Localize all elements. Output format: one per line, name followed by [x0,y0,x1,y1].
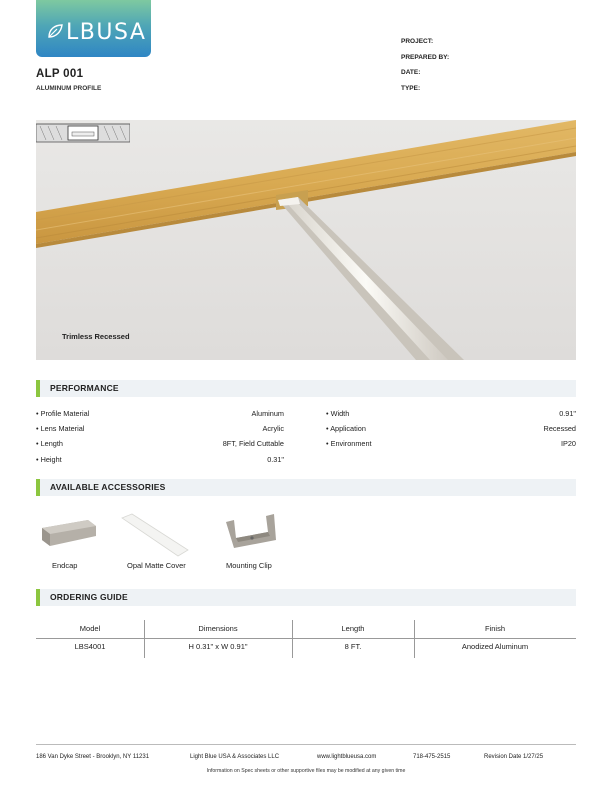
brand-logo [36,0,151,57]
spec-label-text: Height [40,455,62,464]
section-performance [36,380,576,397]
table-header-length: Length [341,624,365,633]
footer-company: Light Blue USA & Associates LLC [190,754,280,760]
footer-disclaimer: Information on Spec sheets or other supportive files may be modified at any given time [206,768,406,774]
table-header-rule [36,638,576,639]
endcap-icon [38,512,98,552]
spec-label-text: Profile Material [40,409,90,418]
spec-label-text: Environment [330,439,372,448]
spec-label [36,455,62,464]
trimless-recessed-diagram [36,120,130,146]
cover-icon [120,512,190,558]
meta-date: DATE: [401,69,421,76]
table-cell-model: LBS4001 [74,642,106,651]
spec-value: 0.31" [267,455,284,464]
bullet-icon: • [326,409,331,418]
spec-value: 8FT, Field Cuttable [222,439,284,448]
section-accent-bar [36,380,40,397]
leaf-logo-icon [46,22,64,40]
section-accent-bar [36,479,40,496]
footer-phone: 718-475-2515 [413,754,451,760]
meta-prepared-by: PREPARED BY: [401,54,450,61]
table-cell-dimensions: H 0.31" x W 0.91" [188,642,248,651]
meta-project: PROJECT: [401,38,434,45]
table-header-model: Model [79,624,101,633]
section-title: AVAILABLE ACCESSORIES [50,482,166,492]
table-cell-length: 8 FT. [344,642,362,651]
accessory-label-cover: Opal Matte Cover [127,561,186,570]
product-title: ALP 001 [36,68,84,80]
bullet-icon: • [36,409,41,418]
bullet-icon: • [36,424,41,433]
spec-label [326,439,372,448]
clip-icon [224,512,276,550]
bullet-icon: • [36,455,41,464]
logo-text: LBUSA [66,20,147,45]
spec-label-text: Length [40,439,63,448]
section-title: ORDERING GUIDE [50,592,128,602]
section-title: PERFORMANCE [50,383,119,393]
footer-website[interactable]: www.lightblueusa.com [317,754,377,760]
spec-value: Aluminum [251,409,284,418]
bullet-icon: • [36,439,41,448]
accessory-label-endcap: Endcap [52,561,78,570]
section-ordering [36,589,576,606]
spec-label [36,409,89,418]
table-header-dimensions: Dimensions [198,624,238,633]
footer-revision: Revision Date 1/27/25 [484,754,544,760]
spec-label [326,409,349,418]
spec-label-text: Width [330,409,350,418]
section-accessories [36,479,576,496]
spec-value: Recessed [543,424,576,433]
spec-value: Acrylic [262,424,284,433]
bullet-icon: • [326,424,331,433]
spec-label-text: Application [330,424,366,433]
spec-value: IP20 [560,439,576,448]
spec-label-text: Lens Material [40,424,85,433]
spec-label [36,424,84,433]
inset-label: Trimless Recessed [62,332,130,341]
product-hero-image [36,120,576,360]
footer-address: 186 Van Dyke Street - Brooklyn, NY 11231 [36,754,150,760]
accessory-label-clip: Mounting Clip [226,561,272,570]
section-accent-bar [36,589,40,606]
table-cell-finish: Anodized Aluminum [461,642,529,651]
table-header-finish: Finish [484,624,505,633]
meta-type: TYPE: [401,85,421,92]
recessed-profile-illustration [36,120,576,360]
product-subtitle: ALUMINUM PROFILE [36,85,102,92]
footer-rule [36,744,576,745]
spec-value: 0.91" [559,409,576,418]
bullet-icon: • [326,439,331,448]
spec-label [36,439,63,448]
spec-label [326,424,366,433]
